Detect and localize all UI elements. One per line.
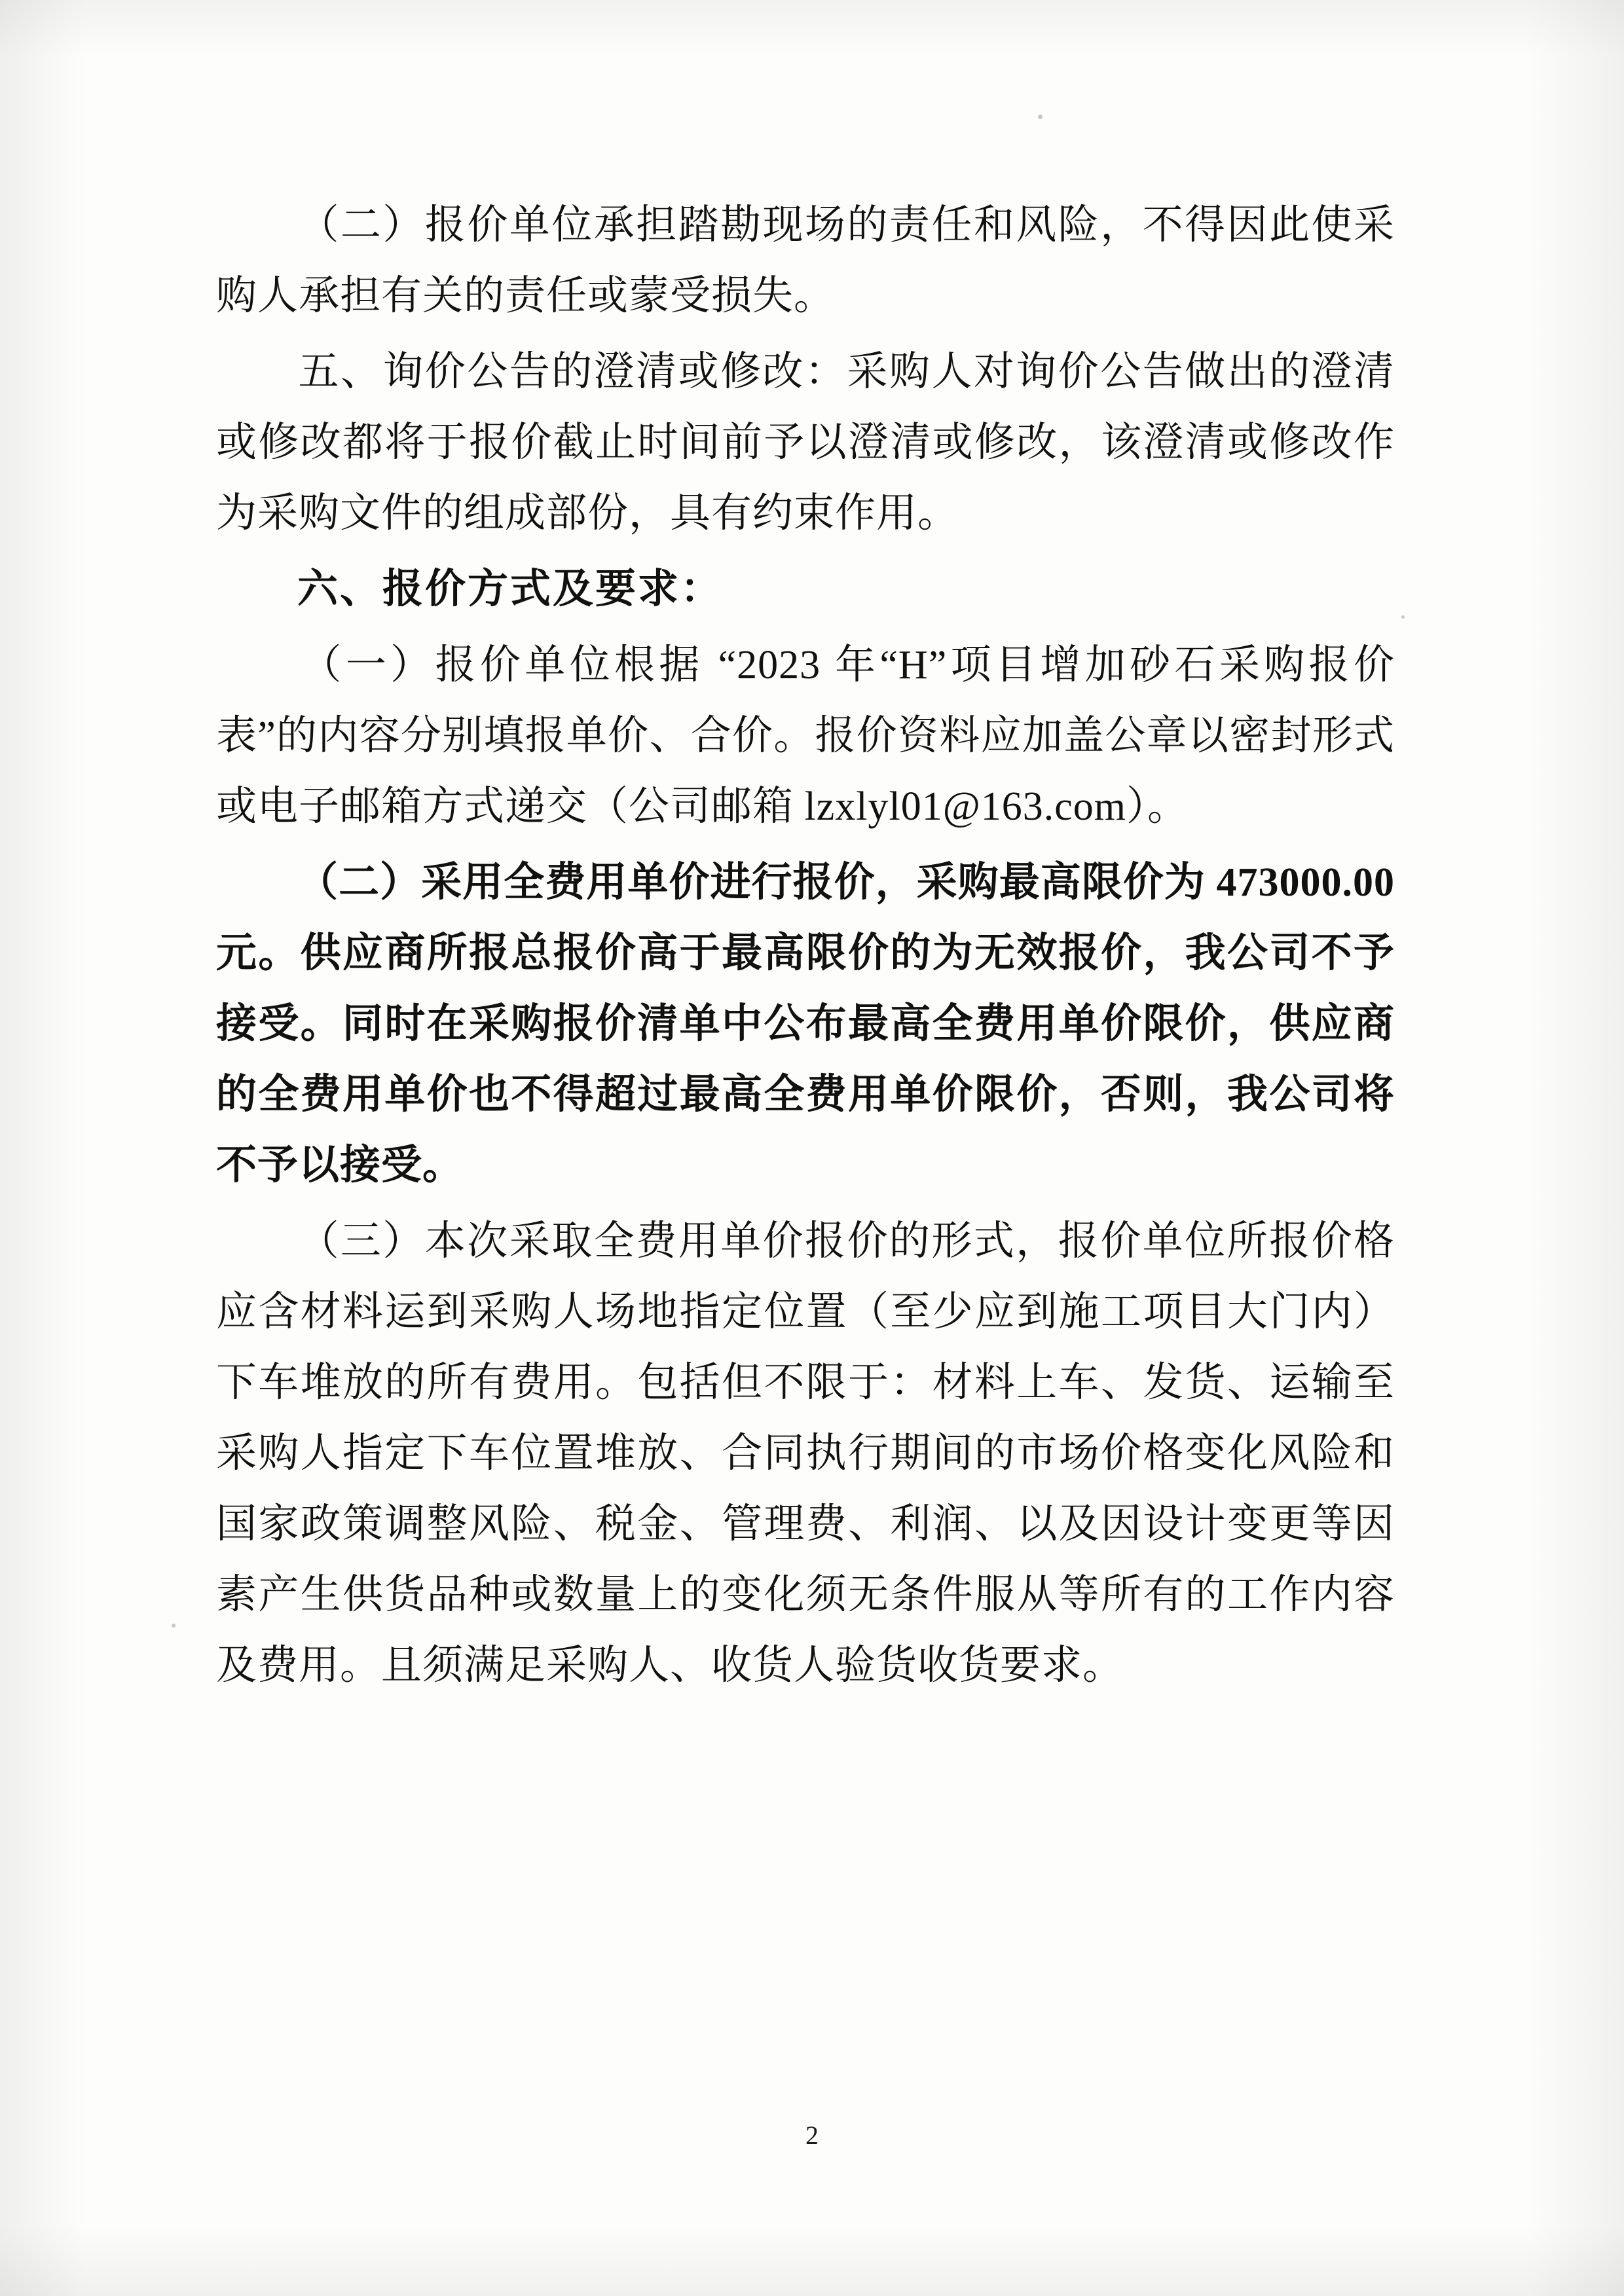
paragraph-text: （一）报价单位根据 “2023 年“H”项目增加砂石采购报价表”的内容分别填报单价、合价。报价资料应加盖公章以密封形式或电子邮箱方式递交（公司邮箱 lzxlyl01@163.com）。 [216, 643, 1395, 829]
scan-edge-shadow-top [0, 0, 1624, 59]
paragraph-quotation-form [216, 630, 1395, 842]
paragraph-clarification [216, 337, 1395, 549]
paragraph-text: （二）报价单位承担踏勘现场的责任和风险，不得因此使采购人承担有关的责任或蒙受损失。 [216, 203, 1395, 318]
page-number: 2 [805, 2121, 819, 2150]
paragraph-all-in-price [216, 1206, 1395, 1701]
paragraph-max-price [216, 847, 1395, 1201]
scan-speck [172, 1624, 175, 1628]
document-body [216, 190, 1395, 1706]
paragraph-text: （二）采用全费用单价进行报价，采购最高限价为 473000.00 元。供应商所报总报价高于最高限价的为无效报价，我公司不予接受。同时在采购报价清单中公布最高全费用单价限价，供应商的全费用单价也不得超过最高全费用单价限价，否则，我公司将不予以接受。 [216, 860, 1395, 1188]
paragraph-text: 五、询价公告的澄清或修改：采购人对询价公告做出的澄清或修改都将于报价截止时间前予以澄清或修改，该澄清或修改作为采购文件的组成部份，具有约束作用。 [216, 350, 1395, 536]
scan-edge-shadow-left [0, 0, 85, 2296]
heading-quotation-method [216, 554, 1395, 625]
paragraph-site-visit-risk [216, 190, 1395, 331]
scan-edge-shadow-right [1526, 0, 1624, 2296]
heading-text: 六、报价方式及要求： [297, 567, 724, 611]
scan-speck [1401, 615, 1405, 619]
scan-speck [1038, 115, 1043, 119]
paragraph-text: （三）本次采取全费用单价报价的形式，报价单位所报价格应含材料运到采购人场地指定位置（至少应到施工项目大门内）下车堆放的所有费用。包括但不限于：材料上车、发货、运输至采购人指定下车位置堆放、合同执行期间的市场价格变化风险和国家政策调整风险、税金、管理费、利润、以及因设计变更等因素产生供货品种或数量上的变化须无条件服从等所有的工作内容及费用。且须满足采购人、收货人验货收货要求。 [216, 1219, 1395, 1688]
scan-edge-shadow-bottom [0, 2224, 1624, 2296]
